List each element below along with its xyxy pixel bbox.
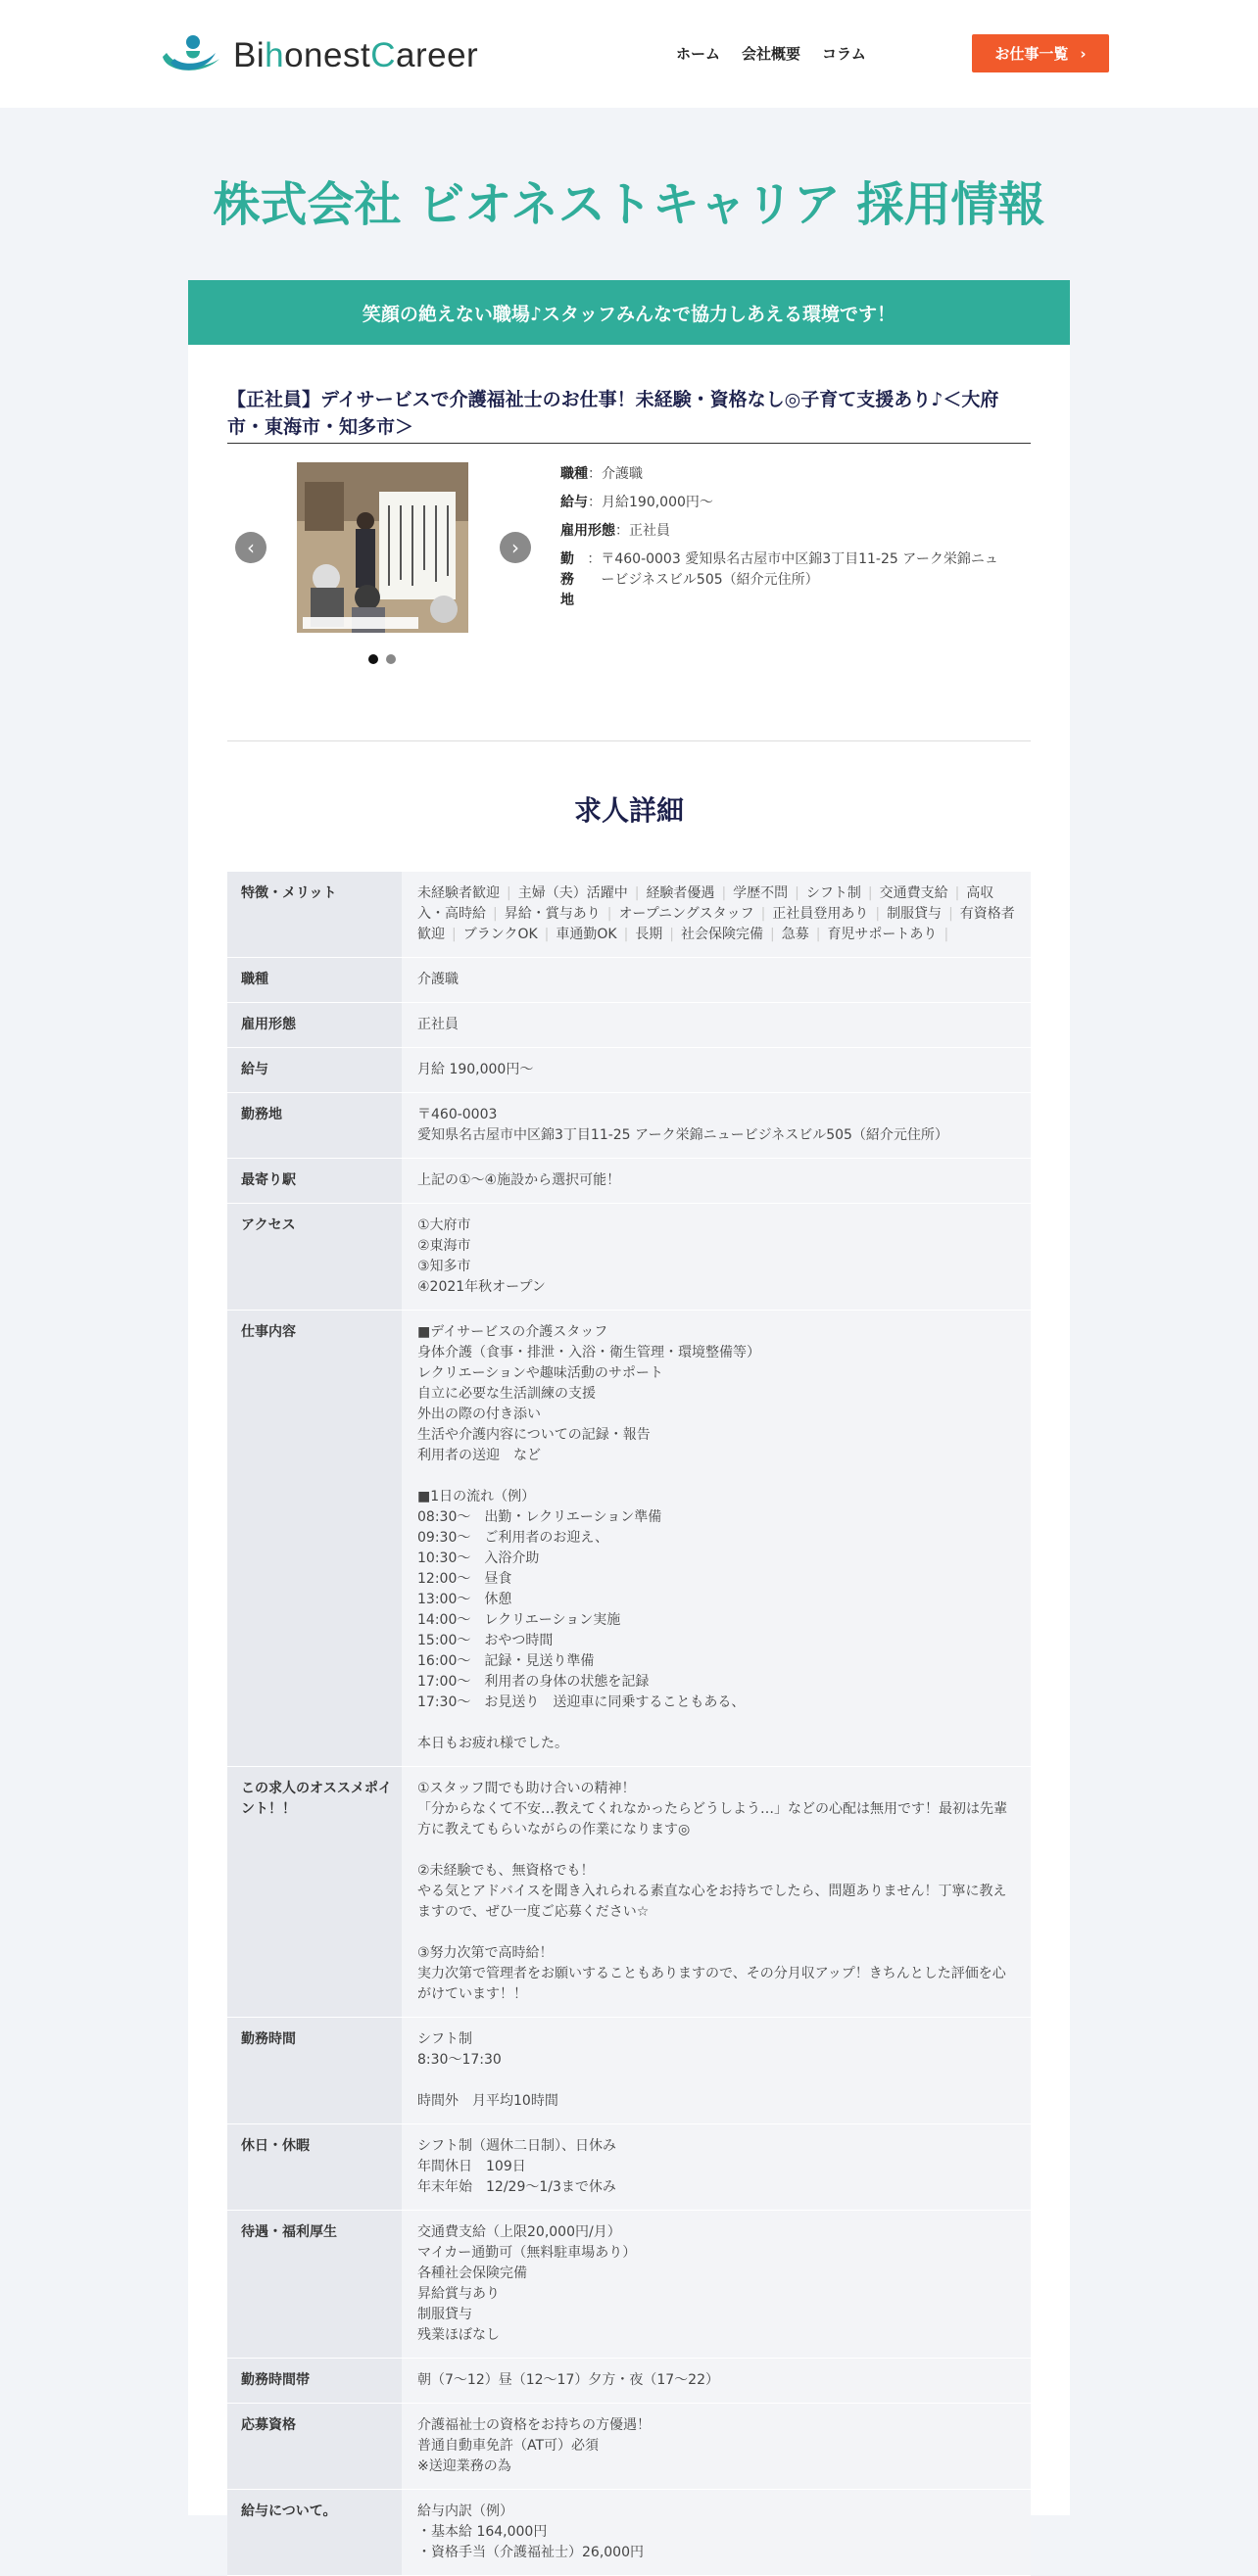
table-row: [227, 2404, 1031, 2490]
slider-prev-button[interactable]: [235, 532, 266, 563]
row-value: 給与内訳（例） ・基本給 164,000円 ・資格手当（介護福祉士）26,000円: [402, 2490, 1031, 2575]
row-label: 特徴・メリット: [227, 872, 402, 957]
row-label: アクセス: [227, 1204, 402, 1310]
row-value: ①スタッフ間でも助け合いの精神！ 「分からなくて不安…教えてくれなかったらどうしよう…」などの心配は無用です！最初は先輩方に教えてもらいながらの作業になります◎ ②未経験でも、無資格でも！ やる気とアドバイスを聞き入れられる素直な心をお持ちでしたら、問題ありません！丁寧に教えますので、ぜひ一度ご応募ください☆ ③努力次第で高時給！ 実力次第で管理者をお願いすることもありますので、その分月収アップ！きちんとした評価を心がけています！！: [402, 1767, 1031, 2017]
summary-salary: 月給190,000円〜: [602, 495, 713, 510]
row-label: 給与について。: [227, 2490, 402, 2575]
feature-tag: オープニングスタッフ: [618, 906, 754, 922]
job-list-button[interactable]: [972, 34, 1109, 72]
tag-separator: |: [544, 927, 550, 942]
row-value: 上記の①～④施設から選択可能！: [402, 1159, 1031, 1203]
summary-employment: 正社員: [629, 523, 670, 539]
logo-wordmark: BihonestCareer: [233, 36, 479, 74]
banner: 笑顔の絶えない職場♪スタッフみんなで協力しあえる環境です！: [188, 280, 1070, 345]
photo-slider: [235, 462, 519, 678]
row-value: ■デイサービスの介護スタッフ 身体介護（食事・排泄・入浴・衛生管理・環境整備等） レクリエーションや趣味活動のサポート 自立に必要な生活訓練の支援 外出の際の付き添い 生活や介護内容についての記録・報告 利用者の送迎 など ■1日の流れ（例） 08:30～ 出勤・レクリエーション準備 09:30～ ご利用者のお迎え、 10:30～ 入浴介助 12:00～ 昼食 13:00～ 休憩 14:00～ レクリエーション実施 15:00～ おやつ時間 16:00～ 記録・見送り準備 17:00～ 利用者の身体の状態を記録 17:30～ お見送り 送迎車に同乗することもある、 本日もお疲れ様でした。: [402, 1311, 1031, 1766]
tag-separator: |: [606, 906, 612, 922]
row-value: シフト制（週休二日制）、日休み 年間休日 109日 年末年始 12/29～1/3まで休み: [402, 2124, 1031, 2210]
tag-separator: |: [493, 906, 498, 922]
main-nav: [676, 43, 866, 64]
tag-separator: |: [760, 906, 766, 922]
feature-tag: ブランクOK: [462, 927, 538, 942]
nav-home[interactable]: ホーム: [676, 45, 721, 63]
row-value: シフト制 8:30～17:30 時間外 月平均10時間: [402, 2018, 1031, 2123]
row-label: 休日・休暇: [227, 2124, 402, 2210]
table-row: [227, 2018, 1031, 2124]
table-row: [227, 1048, 1031, 1093]
summary-label: 勤務地: [560, 551, 574, 608]
row-value: 介護福祉士の資格をお持ちの方優遇！ 普通自動車免許（AT可）必須 ※送迎業務の為: [402, 2404, 1031, 2489]
feature-tag: 車通勤OK: [556, 927, 617, 942]
tag-separator: |: [770, 927, 775, 942]
tag-separator: |: [954, 885, 960, 901]
summary-label: 雇用形態: [560, 523, 615, 539]
table-row: [227, 958, 1031, 1003]
logo-mark-icon: [157, 33, 225, 78]
slider-dot[interactable]: [368, 654, 378, 664]
feature-tag: 経験者優遇: [646, 885, 715, 901]
summary-label: 給与: [560, 495, 588, 510]
feature-tag: 学歴不問: [733, 885, 789, 901]
table-row: [227, 872, 1031, 958]
row-label: 待遇・福利厚生: [227, 2211, 402, 2358]
feature-tag: 育児サポートあり: [827, 927, 938, 942]
feature-tag: 主婦（夫）活躍中: [517, 885, 628, 901]
tag-separator: |: [507, 885, 511, 901]
site-logo[interactable]: [157, 33, 478, 78]
row-value: 交通費支給（上限20,000円/月） マイカー通勤可（無料駐車場あり） 各種社会保険完備 昇給賞与あり 制服貸与 残業ほぼなし: [402, 2211, 1031, 2358]
tag-separator: |: [634, 885, 640, 901]
row-value: 正社員: [402, 1003, 1031, 1047]
job-photo: [297, 462, 468, 633]
row-value: 〒460-0003 愛知県名古屋市中区錦3丁目11-25 アーク栄錦ニュービジネスビル505（紹介元住所）: [402, 1093, 1031, 1158]
row-value: ①大府市 ②東海市 ③知多市 ④2021年秋オープン: [402, 1204, 1031, 1310]
tag-separator: |: [669, 927, 674, 942]
feature-tag: 正社員登用あり: [772, 906, 869, 922]
tag-separator: |: [452, 927, 457, 942]
feature-tag: 制服貸与: [887, 906, 943, 922]
feature-tag: 未経験者歓迎: [417, 885, 500, 901]
job-detail-table: [227, 872, 1031, 2576]
divider: [227, 740, 1031, 741]
feature-tag: 社会保険完備: [681, 927, 763, 942]
row-label: 雇用形態: [227, 1003, 402, 1047]
row-value: 介護職: [402, 958, 1031, 1002]
row-label: 応募資格: [227, 2404, 402, 2489]
feature-tag: シフト制: [805, 885, 861, 901]
nav-company[interactable]: 会社概要: [742, 45, 801, 63]
row-label: 最寄り駅: [227, 1159, 402, 1203]
tag-separator: |: [795, 885, 799, 901]
row-label: 勤務地: [227, 1093, 402, 1158]
table-row: [227, 2359, 1031, 2404]
row-value: 月給 190,000円〜: [402, 1048, 1031, 1092]
page-title: 株式会社 ビオネストキャリア 採用情報: [213, 177, 1045, 232]
site-header: [0, 0, 1258, 108]
row-label: 仕事内容: [227, 1311, 402, 1766]
feature-tags: [402, 872, 1031, 957]
slider-dots: [368, 654, 396, 664]
row-label: 職種: [227, 958, 402, 1002]
feature-tag: 長期: [635, 927, 663, 942]
table-row: [227, 2124, 1031, 2211]
table-row: [227, 1159, 1031, 1204]
slider-dot[interactable]: [386, 654, 396, 664]
feature-tag: 急募: [781, 927, 809, 942]
row-label: 勤務時間: [227, 2018, 402, 2123]
table-row: [227, 1767, 1031, 2018]
row-value: 朝（7〜12）昼（12〜17）夕方・夜（17〜22）: [402, 2359, 1031, 2403]
table-row: [227, 1003, 1031, 1048]
table-row: [227, 1204, 1031, 1311]
summary-label: 職種: [560, 466, 588, 482]
table-row: [227, 1093, 1031, 1159]
summary-location: 〒460-0003 愛知県名古屋市中区錦3丁目11-25 アーク栄錦ニュービジネスビル505（紹介元住所）: [601, 551, 998, 588]
tag-separator: |: [944, 927, 949, 942]
chevron-right-icon: ›: [511, 536, 519, 559]
row-label: この求人のオススメポイント！！: [227, 1767, 402, 2017]
row-label: 給与: [227, 1048, 402, 1092]
row-label: 勤務時間帯: [227, 2359, 402, 2403]
table-row: [227, 2490, 1031, 2576]
detail-title: 求人詳細: [573, 794, 684, 827]
tag-separator: |: [948, 906, 953, 922]
table-row: [227, 2211, 1031, 2359]
nav-column[interactable]: コラム: [822, 45, 866, 63]
feature-tag: 昇給・賞与あり: [504, 906, 601, 922]
tag-separator: |: [815, 927, 821, 942]
feature-tag: 交通費支給: [879, 885, 948, 901]
job-photo-image: [297, 462, 468, 633]
feature-tag: 有資格者歓迎: [417, 906, 1015, 942]
tag-separator: |: [875, 906, 881, 922]
feature-tag: 高収入・高時給: [417, 885, 994, 922]
tag-separator: |: [867, 885, 873, 901]
table-row: [227, 1311, 1031, 1767]
job-card: [188, 280, 1070, 2560]
slider-next-button[interactable]: [500, 532, 531, 563]
job-summary: 職種 ： 介護職 給与 ： 月給190,000円〜 雇用形態 ： 正社員 勤務地 ： 〒460-0003 愛知県名古屋市中区錦3丁目11-25 アーク栄錦ニュービジネスビル505（紹介元住所）: [560, 460, 1001, 611]
job-title: 【正社員】デイサービスで介護福祉士のお仕事！未経験・資格なし◎子育て支援あり♪＜大府市・東海市・知多市＞: [227, 386, 1031, 444]
chevron-right-icon: ›: [1080, 44, 1087, 63]
tag-separator: |: [623, 927, 629, 942]
job-list-button-label: お仕事一覧: [994, 45, 1069, 63]
summary-occupation: 介護職: [602, 466, 643, 482]
tag-separator: |: [721, 885, 727, 901]
chevron-left-icon: ‹: [247, 536, 255, 559]
